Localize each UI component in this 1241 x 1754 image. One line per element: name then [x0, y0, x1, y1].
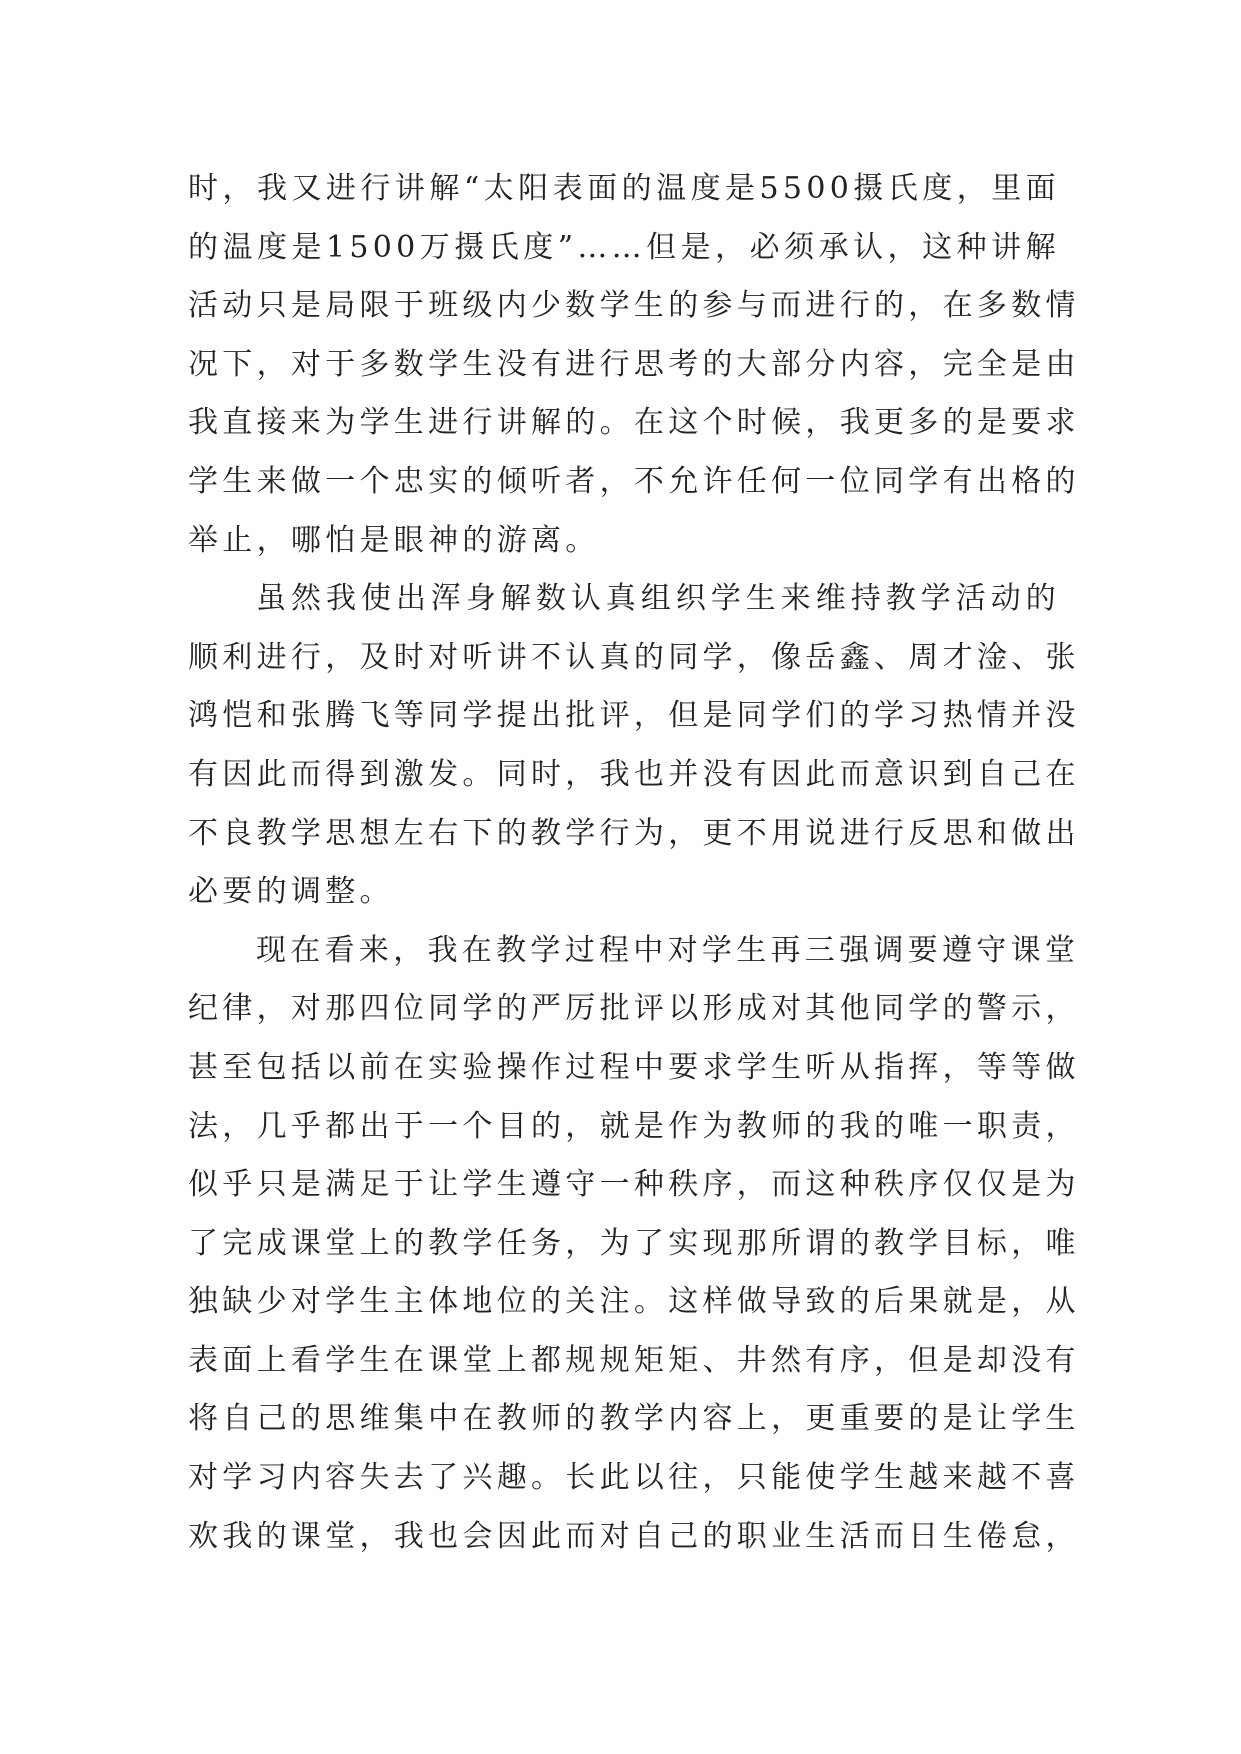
text-line: 了完成课堂上的教学任务，为了实现那所谓的教学目标，唯	[188, 1225, 1080, 1261]
text-line: 现在看来，我在教学过程中对学生再三强调要遵守课堂	[256, 932, 1080, 968]
text-line: 表面上看学生在课堂上都规规矩矩、井然有序，但是却没有	[188, 1342, 1080, 1378]
text-line: 有因此而得到激发。同时，我也并没有因此而意识到自己在	[188, 756, 1080, 792]
text-line: 活动只是局限于班级内少数学生的参与而进行的，在多数情	[188, 288, 1080, 324]
text-line: 学生来做一个忠实的倾听者，不允许任何一位同学有出格的	[188, 463, 1080, 499]
text-line: 欢我的课堂，我也会因此而对自己的职业生活而日生倦怠，	[188, 1518, 1080, 1554]
text-line: 况下，对于多数学生没有进行思考的大部分内容，完全是由	[188, 346, 1080, 382]
text-line: 对学习内容失去了兴趣。长此以往，只能使学生越来越不喜	[188, 1460, 1080, 1496]
text-line: 虽然我使出浑身解数认真组织学生来维持教学活动的	[256, 581, 1060, 617]
text-line: 举止，哪怕是眼神的游离。	[188, 522, 600, 558]
text-line: 法，几乎都出于一个目的，就是作为教师的我的唯一职责，	[188, 1108, 1080, 1144]
body-text	[188, 160, 1080, 1566]
text-line: 不良教学思想左右下的教学行为，更不用说进行反思和做出	[188, 815, 1080, 851]
text-line: 的温度是1500万摄氏度”……但是，必须承认，这种讲解	[188, 229, 1060, 265]
text-line: 顺利进行，及时对听讲不认真的同学，像岳鑫、周才淦、张	[188, 639, 1080, 675]
text-line: 必要的调整。	[188, 874, 394, 910]
text-line: 甚至包括以前在实验操作过程中要求学生听从指挥，等等做	[188, 1049, 1080, 1085]
text-line: 鸿恺和张腾飞等同学提出批评，但是同学们的学习热情并没	[188, 698, 1080, 734]
text-line: 纪律，对那四位同学的严厉批评以形成对其他同学的警示，	[188, 991, 1080, 1027]
text-line: 时，我又进行讲解“太阳表面的温度是5500摄氏度，里面	[188, 171, 1060, 206]
text-line: 将自己的思维集中在教师的教学内容上，更重要的是让学生	[188, 1401, 1080, 1437]
text-line: 似乎只是满足于让学生遵守一种秩序，而这种秩序仅仅是为	[188, 1167, 1080, 1203]
text-line: 独缺少对学生主体地位的关注。这样做导致的后果就是，从	[188, 1284, 1080, 1320]
text-line: 我直接来为学生进行讲解的。在这个时候，我更多的是要求	[188, 405, 1080, 441]
